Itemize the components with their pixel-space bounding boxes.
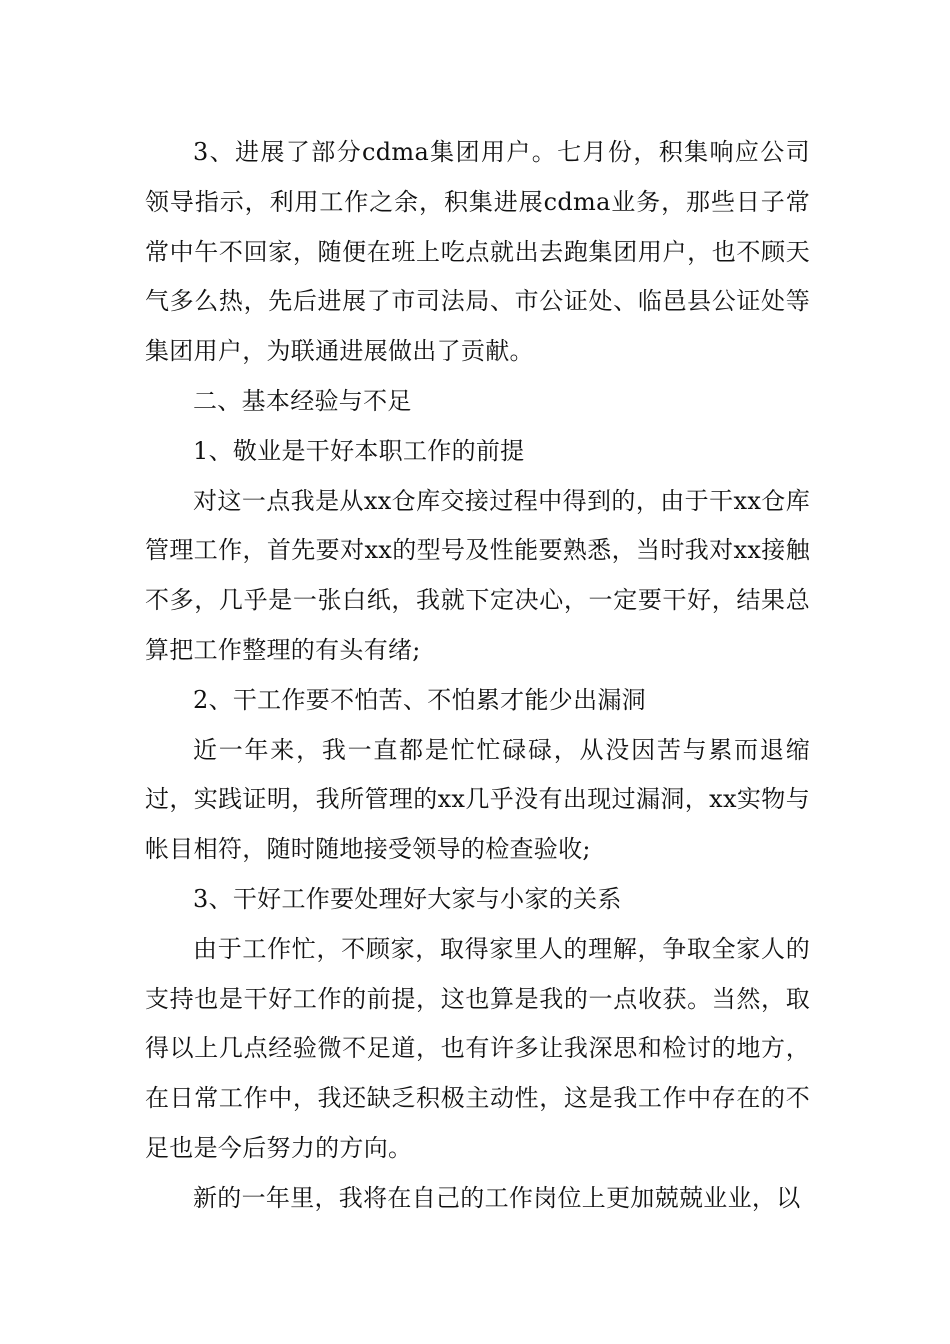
paragraph-warehouse: 对这一点我是从xx仓库交接过程中得到的，由于干xx仓库管理工作，首先要对xx的型号及性能要熟悉，当时我对xx接触不多，几乎是一张白纸，我就下定决心，一定要干好，结果总算把工作整理的有头有绪; bbox=[145, 486, 810, 664]
paragraph-new-year: 新的一年里，我将在自己的工作岗位上更加兢兢业业，以 bbox=[193, 1183, 801, 1212]
document-body bbox=[145, 128, 810, 1224]
subheading-hard-work: 2、干工作要不怕苦、不怕累才能少出漏洞 bbox=[193, 685, 646, 714]
paragraph-busy-year: 近一年来，我一直都是忙忙碌碌，从没因苦与累而退缩过，实践证明，我所管理的xx几乎没有出现过漏洞，xx实物与帐目相符，随时随地接受领导的检查验收; bbox=[145, 735, 810, 864]
section-heading-experience: 二、基本经验与不足 bbox=[193, 386, 412, 415]
subheading-dedication: 1、敬业是干好本职工作的前提 bbox=[193, 436, 525, 465]
paragraph-cdma-users: 3、进展了部分cdma集团用户。七月份，积集响应公司领导指示，利用工作之余，积集进展cdma业务，那些日子常常中午不回家，随便在班上吃点就出去跑集团用户，也不顾天气多么热，先后进展了市司法局、市公证处、临邑县公证处等集团用户，为联通进展做出了贡献。 bbox=[145, 138, 810, 366]
subheading-family: 3、干好工作要处理好大家与小家的关系 bbox=[193, 884, 622, 913]
paragraph-family-support: 由于工作忙，不顾家，取得家里人的理解，争取全家人的支持也是干好工作的前提，这也算是我的一点收获。当然，取得以上几点经验微不足道，也有许多让我深思和检讨的地方，在日常工作中，我还缺乏积极主动性，这是我工作中存在的不足也是今后努力的方向。 bbox=[145, 934, 810, 1162]
